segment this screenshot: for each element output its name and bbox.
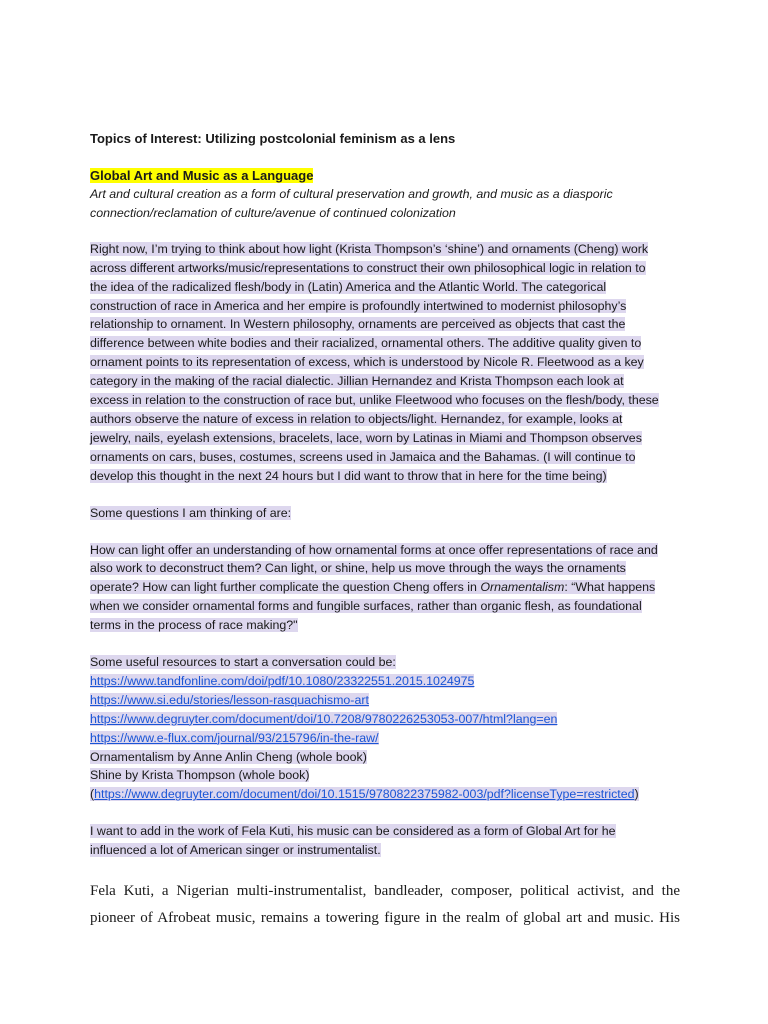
resource-link[interactable]: https://www.e-flux.com/journal/93/215796/in-the-raw/ xyxy=(90,730,379,745)
section-heading xyxy=(90,167,680,185)
paragraph-fela xyxy=(90,822,680,860)
subtitle-line: connection/reclamation of culture/avenue of continued colonization xyxy=(90,205,456,220)
section-subtitle xyxy=(90,185,680,223)
paragraph-line: excess in relation to the construction of race but, unlike Fleetwood who focuses on the flesh/body, these xyxy=(90,393,659,408)
document-title: Topics of Interest: Utilizing postcolonial feminism as a lens xyxy=(90,131,456,146)
paragraph-line: ornament points to its representation of excess, which is understood by Nicole R. Fleetwood as a key xyxy=(90,355,644,370)
paren-open: ( xyxy=(90,787,95,802)
paragraph-text: : “What happens xyxy=(564,580,656,595)
resources-intro: Some useful resources to start a conversation could be: xyxy=(90,655,396,670)
paragraph-line: difference between white bodies and their racialized, ornamental others. The additive quality given to xyxy=(90,336,642,351)
paragraph-line: How can light offer an understanding of how ornamental forms at once offer representations of race and xyxy=(90,542,658,557)
book-title-italic: Ornamentalism xyxy=(480,580,565,595)
paragraph-line: also work to deconstruct them? Can light, or shine, help us move through the ways the ornaments xyxy=(90,561,626,576)
paragraph-fela-serif xyxy=(90,878,680,932)
paragraph-line: I want to add in the work of Fela Kuti, his music can be considered as a form of Global Art for he xyxy=(90,824,616,839)
serif-line: pioneer of Afrobeat music, remains a towering figure in the realm of global art and music. His xyxy=(90,910,680,927)
paragraph-questions xyxy=(90,541,680,636)
book-reference: Ornamentalism by Anne Anlin Cheng (whole book) xyxy=(90,749,367,764)
paragraph-line: across different artworks/music/representations to construct their own philosophical logic in relation to xyxy=(90,260,646,275)
paragraph-line: terms in the process of race making?" xyxy=(90,618,298,633)
resources-list xyxy=(90,653,680,804)
paragraph-line: relationship to ornament. In Western philosophy, ornaments are perceived as objects that cast the xyxy=(90,317,626,332)
questions-intro-text: Some questions I am thinking of are: xyxy=(90,505,292,520)
resource-link[interactable]: https://www.degruyter.com/document/doi/10.7208/9780226253053-007/html?lang=en xyxy=(90,711,558,726)
resource-link[interactable]: https://www.degruyter.com/document/doi/10.1515/9780822375982-003/pdf?licenseType=restricted xyxy=(94,787,635,802)
paragraph-line: jewelry, nails, eyelash extensions, bracelets, lace, worn by Latinas in Miami and Thompson observes xyxy=(90,430,642,445)
serif-line: Fela Kuti, a Nigerian multi-instrumentalist, bandleader, composer, political activist, and the xyxy=(90,883,680,900)
paragraph-line: the idea of the radicalized flesh/body in (Latin) America and the Atlantic World. The categorical xyxy=(90,279,607,294)
paragraph-line: Right now, I’m trying to think about how light (Krista Thompson’s ‘shine’) and ornaments (Cheng) work xyxy=(90,241,649,256)
paragraph-text: operate? How can light further complicate the question Cheng offers in xyxy=(90,580,481,595)
paragraph-line: authors observe the nature of excess in relation to objects/light. Hernandez, for example, looks at xyxy=(90,411,623,426)
document-body xyxy=(90,129,680,932)
book-reference: Shine by Krista Thompson (whole book) xyxy=(90,768,310,783)
questions-intro xyxy=(90,504,680,523)
paragraph-line xyxy=(90,580,655,594)
paragraph-line: ornaments on cars, buses, costumes, screens used in Jamaica and the Bahamas. (I will continue to xyxy=(90,449,636,464)
resource-link[interactable]: https://www.si.edu/stories/lesson-rasquachismo-art xyxy=(90,692,369,707)
paragraph-line: influenced a lot of American singer or instrumentalist. xyxy=(90,843,381,858)
paragraph-line: category in the making of the racial dialectic. Jillian Hernandez and Krista Thompson each look at xyxy=(90,374,624,389)
paragraph-light-ornament xyxy=(90,240,680,486)
subtitle-line: Art and cultural creation as a form of cultural preservation and growth, and music as a diasporic xyxy=(90,187,613,201)
book-reference-link-line xyxy=(90,787,639,801)
paragraph-line: construction of race in America and her empire is profoundly intertwined to modernist philosophy’s xyxy=(90,298,627,313)
paragraph-line: when we consider ornamental forms and fungible surfaces, rather than organic flesh, as foundational xyxy=(90,599,642,614)
section-heading-text: Global Art and Music as a Language xyxy=(90,168,314,183)
resource-link[interactable]: https://www.tandfonline.com/doi/pdf/10.1080/23322551.2015.1024975 xyxy=(90,673,475,688)
paren-close: ) xyxy=(634,787,639,802)
paragraph-line: develop this thought in the next 24 hours but I did want to throw that in here for the time being) xyxy=(90,468,607,483)
